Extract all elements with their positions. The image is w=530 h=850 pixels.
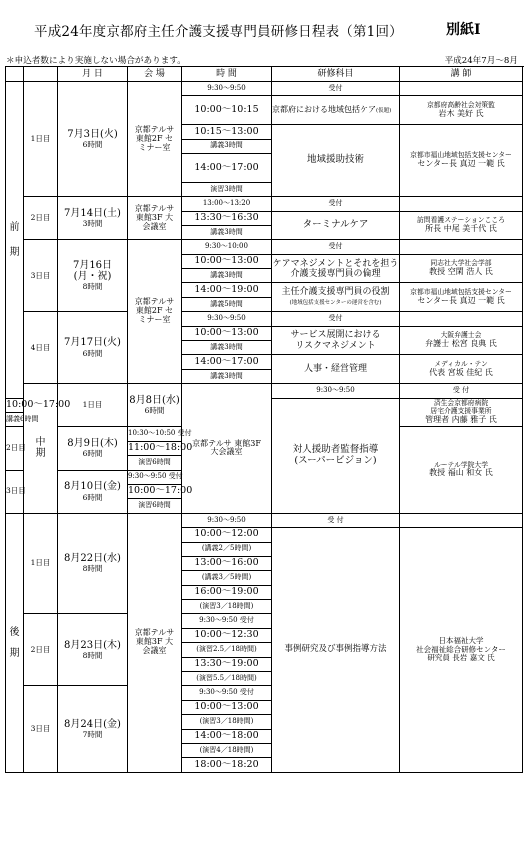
schedule-table [5, 66, 523, 773]
lecturer-cell: 京都市福山地域包括支援センター センター長 真辺 一範 氏 [400, 125, 523, 197]
lecturer-cell [400, 82, 523, 96]
col-header-date: 月 日 [58, 67, 128, 82]
time-cell: 11:00～18:00 [128, 441, 182, 455]
time-note: 講義6時間 [6, 412, 24, 426]
time-cell: 10:00～12:00 [182, 528, 272, 542]
lecturer-cell: 大阪弁護士会 弁護士 松宮 良典 氏 [400, 326, 523, 355]
time-note: (講義3／5時間) [182, 571, 272, 585]
time-cell: 14:00～18:00 [182, 729, 272, 743]
col-header-time: 時 間 [182, 67, 272, 82]
venue-cell: 京都テルサ 東館3F 大会議室 [128, 197, 182, 240]
term-late: 後 期 [6, 513, 24, 772]
time-cell: 10:00～13:00 [182, 700, 272, 714]
time-cell: 13:30～19:00 [182, 657, 272, 671]
time-note: 講義3時間 [182, 369, 272, 383]
venue-cell: 京都テルサ 東館3F 大会議室 [182, 384, 272, 514]
subject-cell: 事例研究及び事例指導方法 [272, 528, 400, 773]
term-middle: 中 期 [24, 384, 58, 514]
day-label: 2日目 [6, 427, 24, 470]
date-cell: 8月9日(木) 6時間 [58, 427, 128, 470]
day-label: 1日目 [24, 82, 58, 197]
subject-cell: 受付 [272, 82, 400, 96]
time-cell: 10:00～10:15 [182, 96, 272, 125]
day-label: 2日目 [24, 614, 58, 686]
time-cell: 13:00～13:20 [182, 197, 272, 211]
date-cell: 8月10日(金) 6時間 [58, 470, 128, 513]
subject-cell: 京都府における地域包括ケア(仮題) [272, 96, 400, 125]
time-note: (演習3／18時間) [182, 600, 272, 614]
time-note: 演習6時間 [128, 499, 182, 513]
subject-cell: ターミナルケア [272, 211, 400, 240]
time-cell: 18:00～18:20 [182, 758, 272, 772]
date-cell: 8月24日(金) 7時間 [58, 686, 128, 772]
subject-cell: 人事・経営管理 [272, 355, 400, 384]
subject-cell: 受 付 [400, 384, 523, 398]
period-text: 平成24年7月～8月 [444, 56, 518, 66]
lecturer-cell: 京都府高齢社会対策監 岩木 美好 氏 [400, 96, 523, 125]
subject-cell: サービス展開における リスクマネジメント [272, 326, 400, 355]
time-cell: 9:30～9:50 [182, 312, 272, 326]
date-cell: 8月23日(木) 8時間 [58, 614, 128, 686]
day-label: 1日目 [58, 384, 128, 427]
time-note: 講義3時間 [182, 225, 272, 239]
subject-cell: 受付 [272, 240, 400, 254]
subject-cell: 受付 [272, 312, 400, 326]
time-cell: 14:00～17:00 [182, 355, 272, 369]
day-label: 3日目 [24, 240, 58, 312]
day-label: 3日目 [6, 470, 24, 513]
col-header-venue: 会 場 [128, 67, 182, 82]
time-note: 講義3時間 [182, 139, 272, 153]
date-cell: 8月22日(水) 8時間 [58, 513, 128, 614]
time-note: 演習6時間 [128, 456, 182, 470]
time-note: (演習2.5／18時間) [182, 643, 272, 657]
lecturer-cell [400, 312, 523, 326]
time-note: 講義3時間 [182, 269, 272, 283]
date-cell: 7月16日 (月・祝) 8時間 [58, 240, 128, 312]
lecturer-cell: 訪問看護ステーションこころ 所長 中尾 美千代 氏 [400, 211, 523, 240]
day-label: 1日目 [24, 513, 58, 614]
venue-cell: 京都テルサ 東館2F セミナー室 [128, 82, 182, 197]
time-note: 講義3時間 [182, 341, 272, 355]
time-cell: 9:30～9:50 受付 [182, 686, 272, 700]
lecturer-cell: メディカル・テン 代表 宮坂 佳紀 氏 [400, 355, 523, 384]
time-note: (講義2／5時間) [182, 542, 272, 556]
col-header-day [24, 67, 58, 82]
attachment-label: 別紙Ⅰ [446, 22, 481, 38]
lecturer-cell: 日本福祉大学 社会福祉総合研修センター 研究員 長岩 嘉文 氏 [400, 528, 523, 773]
header-row [6, 67, 523, 82]
date-cell: 7月17日(火) 6時間 [58, 312, 128, 384]
subject-cell: 対人援助者監督指導 (スーパービジョン) [272, 398, 400, 513]
time-note: (演習5.5／18時間) [182, 672, 272, 686]
lecturer-cell [400, 513, 523, 527]
term-early: 前 期 [6, 82, 24, 399]
time-cell: 9:30～9:50 受付 [182, 614, 272, 628]
time-cell: 9:30～9:50 [182, 513, 272, 527]
time-note: (演習4／18時間) [182, 743, 272, 757]
subject-cell: 地域援助技術 [272, 125, 400, 197]
col-header-term [6, 67, 24, 82]
note-text: ＊申込者数により実施しない場合があります。 [6, 56, 186, 66]
col-header-lecturer: 講 師 [400, 67, 523, 82]
col-header-subject: 研修科目 [272, 67, 400, 82]
time-cell: 9:30～9:50 [182, 82, 272, 96]
time-note: 講義5時間 [182, 297, 272, 311]
time-cell: 10:15～13:00 [182, 125, 272, 139]
time-cell: 9:30～10:00 [182, 240, 272, 254]
lecturer-cell: 済生会京都府病院 居宅介護支援事業所 管理者 内藤 雅子 氏 [400, 398, 523, 427]
time-cell: 14:00～17:00 [182, 153, 272, 182]
subject-cell: 主任介護支援専門員の役割 (地域包括支援センターの運営を含む) [272, 283, 400, 312]
lecturer-cell [400, 240, 523, 254]
subject-cell: 受 付 [272, 513, 400, 527]
date-cell: 7月14日(土) 3時間 [58, 197, 128, 240]
time-note: (演習3／18時間) [182, 715, 272, 729]
time-cell: 10:00～13:00 [182, 326, 272, 340]
venue-cell: 京都テルサ 東館3F 大会議室 [128, 513, 182, 772]
lecturer-cell: 京都市福山地域包括支援センター センター長 真辺 一範 氏 [400, 283, 523, 312]
time-cell: 10:00～17:00 [6, 398, 24, 412]
time-cell: 13:30～16:30 [182, 211, 272, 225]
venue-cell: 京都テルサ 東館2F セミナー室 [128, 240, 182, 384]
time-cell: 10:00～12:30 [182, 628, 272, 642]
time-cell: 9:30～9:50 受付 [128, 470, 182, 484]
time-cell: 13:00～16:00 [182, 556, 272, 570]
date-cell: 7月3日(火) 6時間 [58, 82, 128, 197]
lecturer-cell: 同志社大学社会学部 教授 空閑 浩人 氏 [400, 254, 523, 283]
day-label: 2日目 [24, 197, 58, 240]
time-cell: 16:00～19:00 [182, 585, 272, 599]
time-cell: 10:00～17:00 [128, 484, 182, 498]
date-cell: 8月8日(水) 6時間 [128, 384, 182, 427]
day-label: 4日目 [24, 312, 58, 384]
time-note: 演習3時間 [182, 182, 272, 196]
day-label: 3日目 [24, 686, 58, 772]
lecturer-cell: ルーテル学院大学 教授 福山 和女 氏 [400, 427, 523, 513]
page-title: 平成24年度京都府主任介護支援専門員研修日程表（第1回） [34, 24, 403, 40]
subject-cell: ケアマネジメントとそれを担う 介護支援専門員の倫理 [272, 254, 400, 283]
time-cell: 10:30～10:50 受付 [128, 427, 182, 441]
lecturer-cell [400, 197, 523, 211]
time-cell: 9:30～9:50 [272, 384, 400, 398]
subject-cell: 受付 [272, 197, 400, 211]
time-cell: 14:00～19:00 [182, 283, 272, 297]
time-cell: 10:00～13:00 [182, 254, 272, 268]
